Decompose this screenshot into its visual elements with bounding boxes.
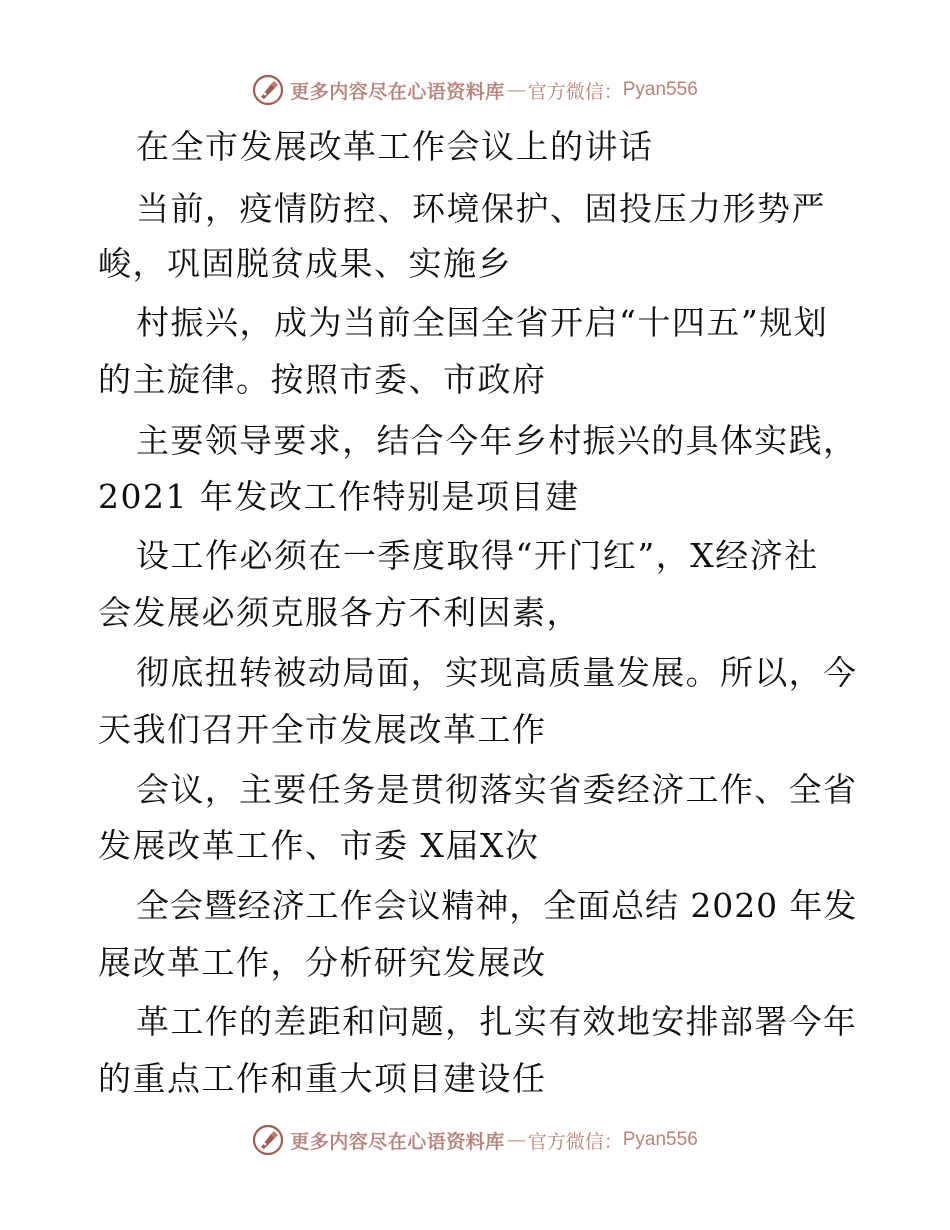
paragraph-line: 革工作的差距和问题，扎实有效地安排部署今年 [136, 1002, 858, 1041]
paragraph-line: 彻底扭转被动局面，实现高质量发展。所以，今 [136, 653, 858, 692]
paragraph-line: 会发展必须克服各方不利因素， [98, 593, 581, 632]
paragraph-line: 的重点工作和重大项目建设任 [98, 1059, 547, 1098]
paragraph-line: 村振兴，成为当前全国全省开启“十四五”规划 [136, 303, 829, 342]
paragraph-line: 天我们召开全市发展改革工作 [98, 710, 547, 749]
watermark-separator: — [506, 1129, 526, 1151]
paragraph-line: 主要领导要求，结合今年乡村振兴的具体实践， [136, 421, 858, 460]
paragraph-line: 2021 年发改工作特别是项目建 [98, 477, 580, 516]
watermark-contact-id: Pyan556 [622, 1129, 698, 1150]
document-title: 在全市发展改革工作会议上的讲话 [136, 127, 654, 166]
footer-watermark [0, 1120, 950, 1160]
paragraph-line: 展改革工作，分析研究发展改 [98, 943, 547, 982]
watermark-contact-label: 官方微信： [527, 1130, 623, 1153]
pen-nib-circle-icon [252, 1124, 284, 1156]
paragraph-line: 设工作必须在一季度取得“开门红”，X经济社 [136, 536, 819, 575]
watermark-contact-label: 官方微信： [527, 80, 623, 103]
watermark-contact-id: Pyan556 [622, 79, 698, 100]
watermark-brand-text: 更多内容尽在心语资料库 [290, 80, 505, 103]
paragraph-line: 会议，主要任务是贯彻落实省委经济工作、全省 [136, 770, 858, 809]
paragraph-line: 发展改革工作、市委 X届X次 [98, 826, 540, 865]
paragraph-line: 全会暨经济工作会议精神，全面总结 2020 年发 [136, 886, 858, 925]
pen-nib-circle-icon [252, 74, 284, 106]
watermark-brand-text: 更多内容尽在心语资料库 [290, 1130, 505, 1153]
header-watermark [0, 70, 950, 110]
paragraph-line: 的主旋律。按照市委、市政府 [98, 360, 547, 399]
watermark-separator: — [506, 79, 526, 101]
paragraph-line: 峻，巩固脱贫成果、实施乡 [98, 244, 512, 283]
paragraph-line: 当前，疫情防控、环境保护、固投压力形势严 [136, 189, 826, 228]
